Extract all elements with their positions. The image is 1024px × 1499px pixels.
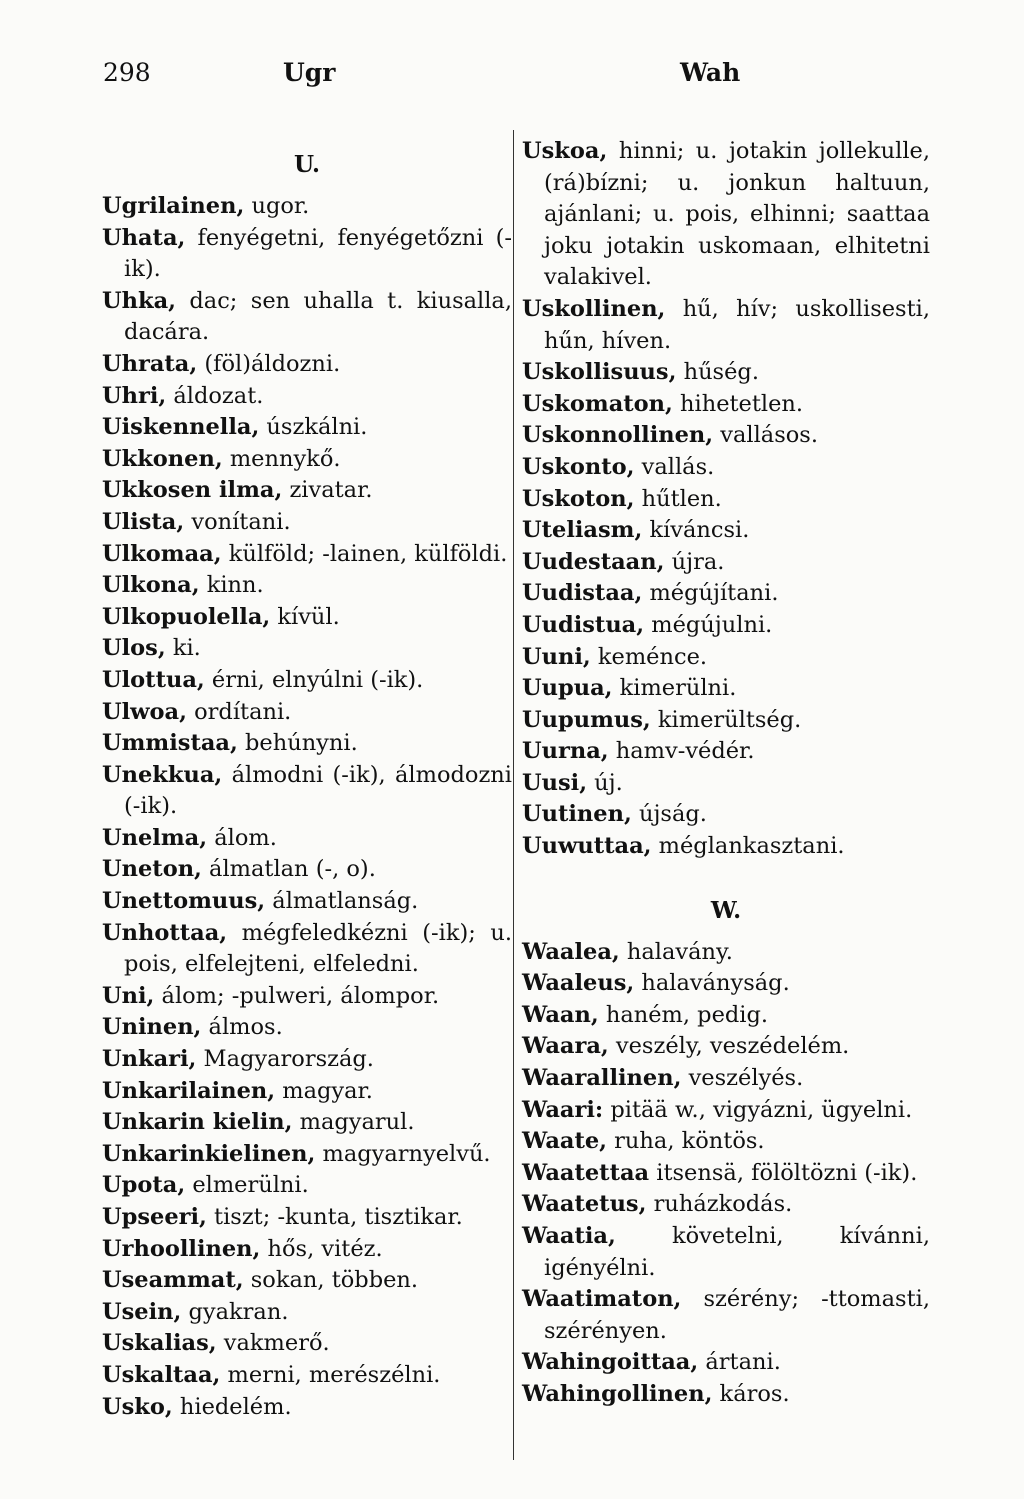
entry-headword: Uudestaan, — [522, 548, 665, 575]
dictionary-entry — [522, 1347, 930, 1379]
entry-headword: Ulwoa, — [102, 698, 187, 725]
dictionary-entry — [102, 1202, 512, 1234]
entry-definition: elmerülni. — [185, 1172, 309, 1199]
entry-headword: Ukkonen, — [102, 445, 223, 472]
entry-definition: áldozat. — [166, 382, 264, 409]
entry-definition: Magyarország. — [196, 1046, 374, 1073]
dictionary-entry — [522, 515, 930, 547]
entry-headword: Uurna, — [522, 738, 609, 765]
entry-definition: külföld; -lainen, külföldi. — [221, 540, 508, 567]
entry-headword: Uutinen, — [522, 801, 632, 828]
section-letter-w: W. — [710, 896, 742, 924]
entry-headword: Ugrilainen, — [102, 193, 245, 219]
entry-headword: Upseeri, — [102, 1204, 207, 1230]
column-divider — [513, 130, 514, 1460]
dictionary-entry — [522, 357, 930, 389]
dictionary-entry — [102, 602, 512, 634]
entry-definition: hű, hív; uskollisesti, hűn, híven. — [544, 295, 930, 354]
dictionary-entry — [102, 1360, 512, 1392]
dictionary-entry — [522, 799, 930, 831]
entry-definition: pitää w., vigyázni, ügyelni. — [603, 1096, 913, 1123]
page-header — [0, 58, 1024, 98]
dictionary-entry — [102, 412, 512, 444]
entry-headword: Uhrata, — [102, 350, 198, 377]
entry-headword: Waate, — [522, 1128, 608, 1155]
entry-definition: sokan, többen. — [243, 1267, 419, 1294]
entry-headword: Uudistaa, — [522, 580, 643, 607]
entry-definition: mégújulni. — [644, 611, 773, 638]
dictionary-entry — [522, 1379, 930, 1411]
entry-headword: Unkarin kielin, — [102, 1109, 293, 1136]
entry-headword: Unkari, — [102, 1046, 197, 1073]
entry-definition: ki. — [165, 635, 201, 662]
entry-headword: Uskollinen, — [522, 295, 666, 322]
entry-definition: zivatar. — [282, 477, 373, 504]
dictionary-entry — [102, 697, 512, 729]
entry-headword: Waan, — [522, 1001, 599, 1028]
entry-headword: Uhata, — [102, 224, 186, 251]
dictionary-entry — [522, 1284, 930, 1347]
dictionary-entry — [522, 642, 930, 674]
right-entry-list-w — [522, 937, 930, 1411]
entry-definition: méglankasztani. — [651, 833, 845, 860]
dictionary-entry — [522, 736, 930, 768]
dictionary-entry — [102, 1107, 512, 1139]
dictionary-entry — [102, 570, 512, 602]
entry-definition: álmos. — [201, 1014, 283, 1041]
dictionary-entry — [522, 1126, 930, 1158]
entry-definition: magyarnyelvű. — [315, 1140, 491, 1167]
dictionary-entry — [522, 1031, 930, 1063]
dictionary-entry — [522, 1095, 930, 1127]
entry-definition: kinn. — [199, 572, 264, 599]
dictionary-entry — [522, 831, 930, 863]
entry-headword: Uskonto, — [522, 453, 635, 480]
entry-definition: újság. — [631, 801, 707, 828]
entry-definition: behúnyni. — [237, 730, 358, 757]
section-gap — [522, 863, 930, 889]
entry-definition: halavány. — [619, 938, 733, 965]
entry-headword: Unettomuus, — [102, 888, 266, 915]
entry-definition: hős, vitéz. — [260, 1235, 383, 1262]
dictionary-entry — [102, 728, 512, 760]
entry-headword: Unhottaa, — [102, 919, 228, 946]
dictionary-entry — [522, 610, 930, 642]
entry-headword: Unkarilainen, — [102, 1077, 276, 1104]
dictionary-entry — [102, 191, 512, 223]
entry-definition: keménce. — [590, 643, 708, 670]
entry-headword: Uhri, — [102, 382, 167, 409]
entry-definition: kimerülni. — [612, 675, 737, 702]
dictionary-entry — [102, 981, 512, 1013]
dictionary-entry — [102, 854, 512, 886]
dictionary-entry — [102, 918, 512, 981]
entry-definition: hűtlen. — [634, 485, 722, 512]
entry-definition: ugor. — [244, 193, 310, 219]
dictionary-entry — [522, 768, 930, 800]
entry-headword: Waatimaton, — [522, 1286, 682, 1313]
entry-definition: (föl)áldozni. — [197, 350, 341, 377]
entry-definition: álom; -pulweri, álompor. — [154, 982, 440, 1009]
entry-headword: Uni, — [102, 982, 155, 1009]
entry-definition: álmodni (-ik), álmodozni (-ik). — [124, 761, 512, 820]
entry-headword: Uskoa, — [522, 138, 608, 164]
entry-headword: Upota, — [102, 1172, 186, 1199]
entry-headword: Uhka, — [102, 287, 176, 314]
entry-definition: követelni, kívánni, igényélni. — [544, 1223, 930, 1281]
entry-headword: Waalea, — [522, 938, 620, 965]
entry-definition: álom. — [207, 824, 277, 851]
dictionary-entry — [102, 349, 512, 381]
entry-definition: gyakran. — [181, 1298, 289, 1325]
dictionary-entry — [522, 1189, 930, 1221]
entry-headword: Waara, — [522, 1033, 609, 1060]
entry-headword: Waatettaa — [522, 1159, 650, 1186]
entry-headword: Useammat, — [102, 1267, 244, 1294]
entry-definition: kimerültség. — [650, 706, 802, 733]
section-letter-u: U. — [294, 151, 320, 178]
entry-definition: hihetetlen. — [672, 390, 804, 417]
dictionary-entry — [102, 444, 512, 476]
dictionary-entry — [102, 665, 512, 697]
entry-headword: Uuwuttaa, — [522, 833, 652, 860]
dictionary-entry — [522, 136, 930, 294]
entry-headword: Uskaltaa, — [102, 1361, 221, 1388]
dictionary-entry — [102, 886, 512, 918]
entry-headword: Ulkomaa, — [102, 540, 222, 567]
entry-headword: Uupua, — [522, 675, 613, 702]
guide-word-left: Ugr — [283, 58, 336, 87]
entry-headword: Uskomaton, — [522, 390, 673, 417]
entry-headword: Uskollisuus, — [522, 359, 677, 386]
entry-definition: vonítani. — [184, 508, 291, 535]
entry-definition: vallás. — [634, 453, 715, 480]
entry-headword: Waatetus, — [522, 1191, 647, 1218]
dictionary-entry — [102, 760, 512, 823]
entry-definition: vallásos. — [713, 422, 819, 449]
dictionary-entry — [522, 937, 930, 969]
dictionary-entry — [522, 484, 930, 516]
right-entry-list-u — [522, 136, 930, 863]
entry-headword: Ulkona, — [102, 572, 200, 599]
entry-headword: Uusi, — [522, 769, 588, 796]
dictionary-entry — [102, 1265, 512, 1297]
dictionary-entry — [102, 381, 512, 413]
entry-headword: Unkarinkielinen, — [102, 1140, 316, 1167]
dictionary-entry — [522, 968, 930, 1000]
entry-definition: kívül. — [270, 603, 340, 630]
entry-headword: Ummistaa, — [102, 730, 238, 757]
dictionary-entry — [522, 1063, 930, 1095]
entry-definition: haném, pedig. — [598, 1001, 769, 1028]
entry-definition: magyarul. — [292, 1109, 415, 1136]
entry-headword: Unelma, — [102, 824, 208, 851]
entry-definition: úszkálni. — [259, 414, 368, 441]
entry-headword: Waarallinen, — [522, 1065, 682, 1092]
entry-headword: Uskonnollinen, — [522, 422, 714, 449]
entry-definition: érni, elnyúlni (-ik). — [204, 666, 424, 693]
entry-definition: tiszt; -kunta, tisztikar. — [206, 1204, 463, 1230]
dictionary-entry — [522, 1221, 930, 1284]
entry-definition: ruha, köntös. — [607, 1128, 765, 1155]
entry-definition: ruházkodás. — [646, 1191, 793, 1218]
entry-headword: Waatia, — [522, 1223, 616, 1249]
dictionary-entry — [522, 452, 930, 484]
dictionary-entry — [102, 1076, 512, 1108]
entry-definition: hinni; u. jotakin jollekulle, (rá)bízni; u. jonkun haltuun, ajánlani; u. pois, elhinni; saattaa joku jotakin uskomaan, elhitetni valakivel. — [544, 138, 930, 291]
dictionary-entry — [522, 547, 930, 579]
dictionary-entry — [522, 1158, 930, 1190]
dictionary-entry — [102, 1328, 512, 1360]
entry-definition: magyar. — [275, 1077, 373, 1104]
entry-definition: halaványság. — [634, 970, 790, 997]
entry-definition: káros. — [712, 1380, 790, 1407]
entry-headword: Uskalias, — [102, 1330, 217, 1357]
dictionary-entry — [102, 286, 512, 349]
entry-definition: fenyégetni, fenyégetőzni (-ik). — [124, 224, 512, 283]
entry-definition: mégújítani. — [642, 580, 779, 607]
entry-definition: merni, merészélni. — [220, 1361, 441, 1388]
entry-headword: Ulottua, — [102, 666, 205, 693]
dictionary-entry — [102, 1044, 512, 1076]
right-column — [522, 136, 930, 1411]
entry-headword: Usein, — [102, 1298, 182, 1325]
page-number: 298 — [103, 58, 151, 87]
entry-headword: Uupumus, — [522, 706, 651, 733]
dictionary-entry — [102, 1012, 512, 1044]
entry-definition: mégfeledkézni (-ik); u. pois, elfelejteni, elfeledni. — [124, 919, 512, 978]
entry-headword: Ulos, — [102, 635, 166, 662]
entry-definition: veszélyés. — [681, 1065, 804, 1092]
entry-definition: szérény; -ttomasti, szérényen. — [544, 1286, 930, 1344]
entry-definition: hűség. — [676, 359, 759, 386]
dictionary-entry — [102, 507, 512, 539]
entry-headword: Uuni, — [522, 643, 591, 670]
entry-definition: újra. — [664, 548, 725, 575]
dictionary-entry — [102, 223, 512, 286]
dictionary-entry — [522, 673, 930, 705]
entry-headword: Uteliasm, — [522, 517, 643, 544]
entry-headword: Unekkua, — [102, 761, 223, 788]
guide-word-right: Wah — [680, 58, 741, 87]
entry-definition: ordítani. — [186, 698, 292, 725]
dictionary-entry — [522, 705, 930, 737]
entry-headword: Urhoollinen, — [102, 1235, 261, 1262]
entry-definition: kíváncsi. — [642, 517, 750, 544]
entry-headword: Uiskennella, — [102, 414, 260, 441]
dictionary-entry — [102, 1392, 512, 1424]
entry-definition: dac; sen uhalla t. kiusalla, dacára. — [124, 287, 512, 346]
dictionary-entry — [522, 1000, 930, 1032]
entry-definition: mennykő. — [222, 445, 341, 472]
dictionary-entry — [522, 294, 930, 357]
dictionary-entry — [102, 539, 512, 571]
entry-definition: álmatlan (-, o). — [201, 856, 376, 883]
entry-headword: Wahingoittaa, — [522, 1349, 699, 1376]
dictionary-entry — [102, 1139, 512, 1171]
entry-definition: hamv-védér. — [608, 738, 755, 765]
dictionary-entry — [102, 1297, 512, 1329]
entry-headword: Uudistua, — [522, 611, 645, 638]
entry-definition: vakmerő. — [216, 1330, 330, 1357]
dictionary-entry — [522, 389, 930, 421]
entry-definition: hiedelém. — [172, 1393, 292, 1420]
entry-headword: Uskoton, — [522, 485, 635, 512]
dictionary-entry — [522, 420, 930, 452]
entry-headword: Ulista, — [102, 508, 185, 535]
dictionary-entry — [522, 578, 930, 610]
entry-definition: új. — [587, 769, 623, 796]
entry-headword: Wahingollinen, — [522, 1380, 713, 1407]
entry-headword: Waaleus, — [522, 970, 635, 997]
entry-headword: Ulkopuolella, — [102, 603, 271, 630]
dictionary-entry — [102, 1234, 512, 1266]
dictionary-entry — [102, 633, 512, 665]
dictionary-entry — [102, 475, 512, 507]
entry-definition: itsensä, fölöltözni (-ik). — [649, 1159, 918, 1186]
entry-headword: Uneton, — [102, 856, 202, 883]
entry-definition: álmatlanság. — [265, 888, 419, 915]
dictionary-entry — [102, 1170, 512, 1202]
left-column — [102, 143, 512, 1423]
dictionary-entry — [102, 823, 512, 855]
entry-definition: veszély, veszédelém. — [608, 1033, 850, 1060]
entry-headword: Ukkosen ilma, — [102, 477, 283, 504]
entry-headword: Uninen, — [102, 1014, 202, 1041]
entry-headword: Usko, — [102, 1393, 173, 1420]
entry-definition: ártani. — [698, 1349, 781, 1376]
left-entry-list — [102, 191, 512, 1423]
entry-headword: Waari: — [522, 1096, 604, 1123]
